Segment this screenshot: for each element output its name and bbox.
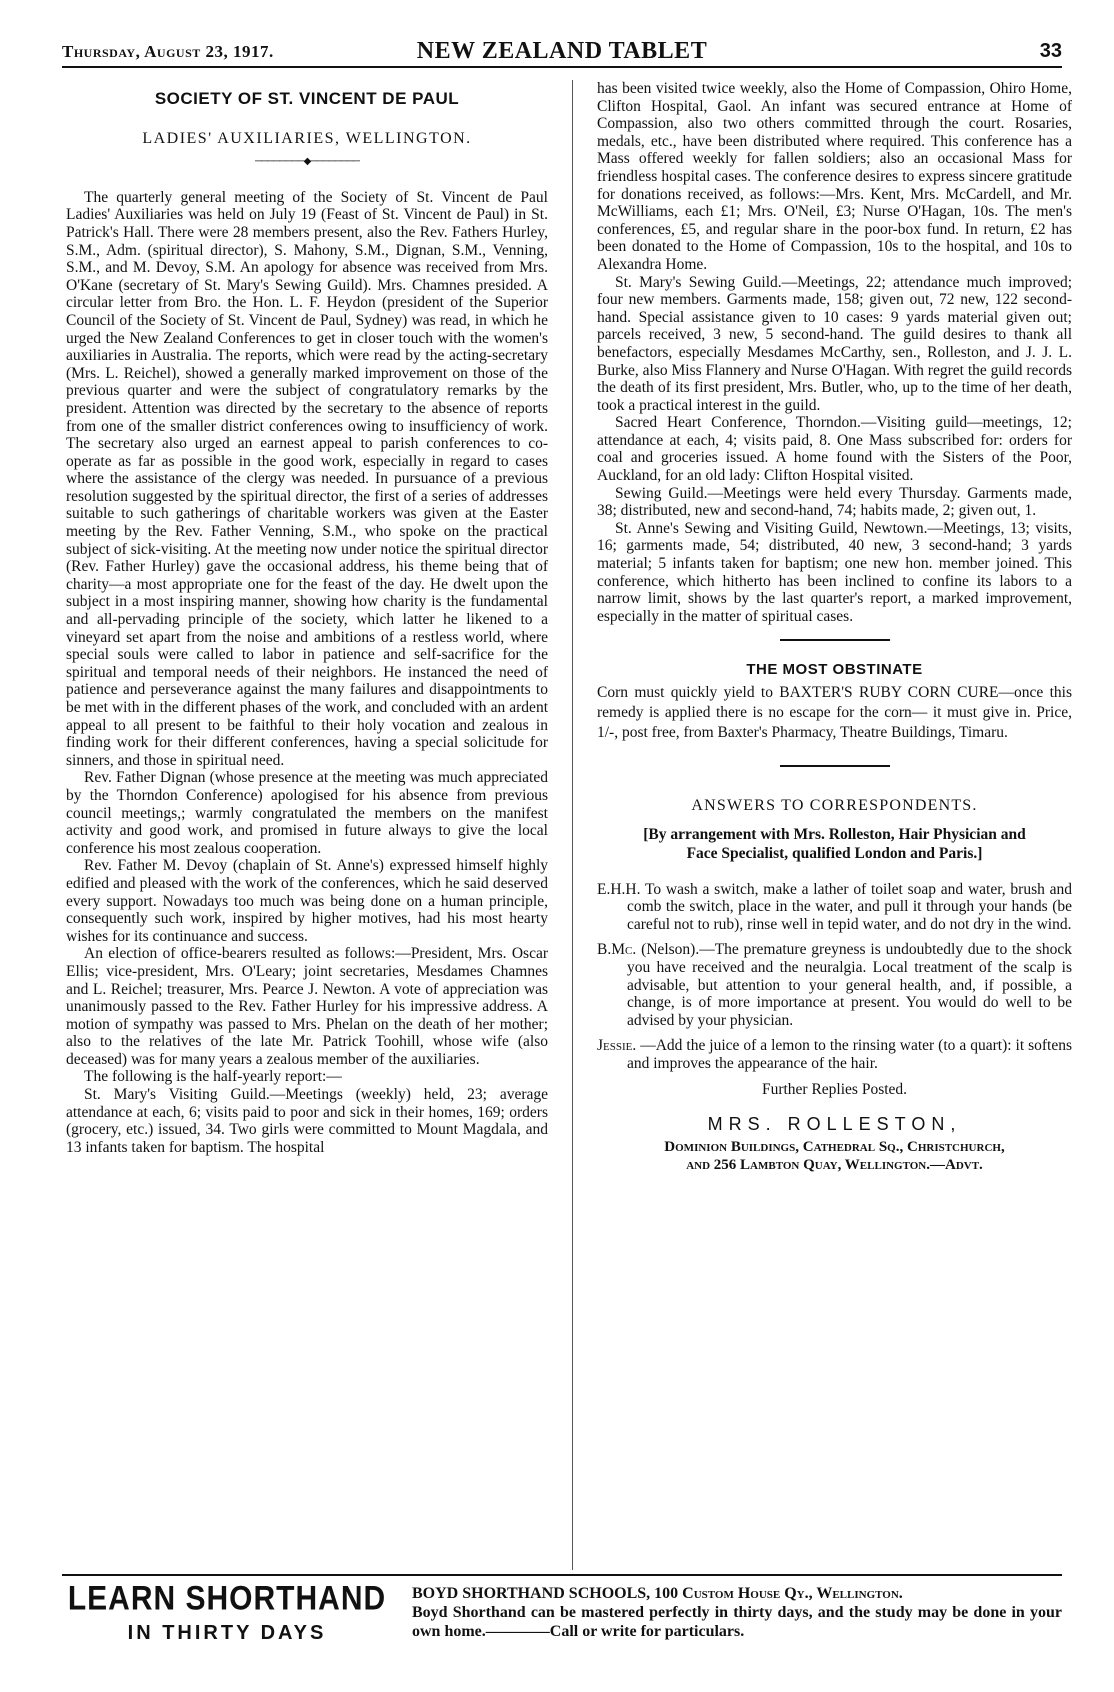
article-paragraph: Sewing Guild.—Meetings were held every Thursday. Garments made, 38; distributed, new and second-hand, 74; habits made, 2; given out, 1. bbox=[597, 484, 1072, 520]
shorthand-advert bbox=[62, 1579, 1062, 1662]
right-column bbox=[597, 80, 1072, 1174]
signature-name: MRS. ROLLESTON, bbox=[707, 1114, 962, 1135]
headline-line: IN THIRTY DAYS bbox=[127, 1622, 327, 1644]
answers-section bbox=[597, 797, 1072, 1174]
article-paragraph: St. Mary's Visiting Guild.—Meetings (weekly) held, 23; average attendance at each, 6; visits paid to poor and sick in their homes, 169; orders (grocery, etc.) issued, 34. Two girls were committed to Mount Magdala, and 13 infants taken for baptism. The hospital bbox=[66, 1086, 548, 1156]
header-rule bbox=[62, 66, 1062, 68]
left-column bbox=[66, 80, 548, 1156]
article-paragraph: St. Mary's Sewing Guild.—Meetings, 22; attendance much improved; four new members. Garments made, 158; given out, 72 new, 122 second-hand. Special assistance given to 10 cases: 9 yards material given out; parcels received, 3 new, 5 second-hand. The guild desires to thank all benefactors, especially Mesdames McCarthy, sen., Rolleston, and J. J. L. Burke, also Miss Flannery and Nurse O'Hagan. With regret the guild records the death of its first president, Mrs. Butler, who, up to the time of her death, took a practical interest in the guild. bbox=[597, 273, 1072, 414]
article-paragraph: St. Anne's Sewing and Visiting Guild, Newtown.—Meetings, 13; visits, 16; garments made, 54; distributed, 40 new, 3 second-hand; 3 yards material; 5 infants taken for baptism; one new hon. member joined. This conference, which hitherto has been inclined to confine its labors to a narrow limit, shows by the last quarter's report, a marked improvement, especially in the matter of spiritual cases. bbox=[597, 519, 1072, 625]
answer-text: (Nelson).—The premature greyness is undoubtedly due to the shock you have received and the neuralgia. Local treatment of the scalp is advisable, but attention to your general health, and, if possible, a change, is of more importance at present. You would do well to be advised by your physician. bbox=[627, 941, 1073, 1029]
answers-heading: ANSWERS TO CORRESPONDENTS. bbox=[691, 797, 978, 814]
article-paragraph: Sacred Heart Conference, Thorndon.—Visiting guild—meetings, 12; attendance at each, 4; visits paid, 8. One Mass subscribed for: orders for coal and groceries issued. A home found with the Sisters of the Poor, Auckland, for an old lady: Clifton Hospital visited. bbox=[597, 414, 1072, 485]
article-title: SOCIETY OF ST. VINCENT DE PAUL bbox=[154, 89, 460, 108]
article-paragraph: The following is the half-yearly report:— bbox=[84, 1068, 342, 1086]
answer-recipient: B.Mc. bbox=[597, 941, 637, 959]
corn-cure-advert bbox=[597, 661, 1072, 743]
advert-line: Boyd Shorthand can be mastered perfectly in thirty days, and the study may be done in your own home.————Call or write for particulars. bbox=[412, 1604, 1062, 1640]
article-paragraph: The quarterly general meeting of the Society of St. Vincent de Paul Ladies' Auxiliaries was held on July 19 (Feast of St. Vincent de Paul) in St. Patrick's Hall. There were 28 members present, also the Rev. Fathers Hurley, S.M., Adm. (spiritual director), S. Mahony, S.M., Dignan, S.M., Venning, S.M., and M. Devoy, S.M. An apology for absence was received from Mrs. O'Kane (secretary of St. Mary's Sewing Guild). Mrs. Chamnes presided. A circular letter from Bro. the Hon. L. F. Heydon (president of the Superior Council of the Society of St. Vincent de Paul, Sydney) was read, in which he urged the New Zealand Conferences to get in closer touch with the women's auxiliaries in Australia. The reports, which were read by the acting-secretary (Mrs. L. Reichel), showed a generally marked improvement on those of the previous quarter and were the subject of congratulatory remarks by the president. Attention was directed by the secretary to the absence of reports from one of the smaller district conferences owing to insufficiency of work. The secretary also urged an earnest appeal to parish conferences to co-operate as far as possible in the good work, especially in regard to cases where the assistance of the clergy was needed. In pursuance of a previous resolution suggested by the spiritual director, the first of a series of addresses suitable to such gatherings of charitable workers was given at the Easter meeting by the Rev. Father Venning, S.M., who spoke on the practical subject of sick-visiting. At the meeting now under notice the spiritual director (Rev. Father Hurley) gave the occasional address, his theme being that of charity—a most appropriate one for the feast of the day. He dwelt upon the subject in a most inspiring manner, showing how charity is the fundamental and all-pervading principle of the society, which latter he likened to a vineyard set apart from the noise and ambitions of a restless world, where special souls were called to labor in patience and self-sacrifice for the spiritual and temporal needs of their neighbors. He instanced the need of patience and perseverance against the many failures and disappointments to be met with in the different phases of the work, and concluded with an ardent appeal to all present to be faithful to their holy vocation and zealous in finding work for their different conferences, having a special solicitude for sinners, and those in spiritual need. bbox=[66, 188, 548, 769]
answer-text: To wash a switch, make a lather of toilet soap and water, brush and comb the switch, place in the water, and pull it through your hands (be careful not to rub), rinse well in tepid water, and do not dry in the wind. bbox=[627, 880, 1072, 933]
signature-address bbox=[597, 1138, 1072, 1174]
issue-date: Thursday, August 23, 1917. bbox=[62, 42, 274, 61]
page-number: 33 bbox=[1039, 40, 1062, 62]
answer-item bbox=[597, 881, 1072, 934]
section-rule bbox=[780, 639, 890, 641]
article-paragraph: has been visited twice weekly, also the Home of Compassion, Ohiro Home, Clifton Hospital, Gaol. An infant was secured entrance at Home of Compassion, also two others committed through the court. Rosaries, medals, etc., have been distributed where required. This conference has a Mass offered weekly for fallen soldiers; also an occasional Mass for friendless hospital cases. The conference desires to express sincere gratitude for donations received, as follows:—Mrs. Kent, Mrs. McCardell, and Mr. McWilliams, each £1; Mrs. O'Neil, £3; Nurse O'Hagan, 10s. The men's conferences, £5, and regular share in the poor-box fund. In return, £2 has been donated to the Home of Compassion, 10s to the hospital, and 10s to Alexandra Home. bbox=[597, 80, 1072, 273]
article-paragraph: Rev. Father Dignan (whose presence at the meeting was much appreciated by the Thorndon Conference) apologised for his absence from previous council meetings,; warmly congratulated the members on the manifest activity and good work, and promised in future always to give the local conference his most zealous cooperation. bbox=[66, 769, 548, 857]
article-subtitle: LADIES' AUXILIARIES, WELLINGTON. bbox=[142, 129, 472, 147]
answer-item bbox=[597, 1037, 1072, 1072]
advert-title: THE MOST OBSTINATE bbox=[746, 661, 923, 679]
footer-rule bbox=[62, 1574, 1062, 1576]
advert-headline bbox=[62, 1579, 392, 1645]
answer-text: —Add the juice of a lemon to the rinsing water (to a quart): it softens and improves the appearance of the hair. bbox=[627, 1037, 1073, 1072]
advert-body: Corn must quickly yield to BAXTER'S RUBY CORN CURE—once this remedy is applied there is no escape for the corn— it must give in. Price, 1/-, post free, from Baxter's Pharmacy, Theatre Buildings, Timaru. bbox=[597, 684, 1072, 741]
answer-recipient: Jessie. bbox=[597, 1037, 637, 1055]
address-line: and 256 Lambton Quay, Wellington.—Advt. bbox=[686, 1156, 983, 1173]
further-replies: Further Replies Posted. bbox=[761, 1080, 908, 1098]
page-header bbox=[62, 38, 1062, 64]
answers-note: [By arrangement with Mrs. Rolleston, Hair Physician and Face Specialist, qualified London and Paris.] bbox=[643, 825, 1026, 862]
address-line: Dominion Buildings, Cathedral Sq., Christchurch, bbox=[664, 1138, 1005, 1155]
article-paragraph: An election of office-bearers resulted as follows:—President, Mrs. Oscar Ellis; vice-president, Mrs. O'Leary; joint secretaries, Mesdames Chamnes and L. Reichel; treasurer, Mrs. Pearce J. Newton. A vote of appreciation was unanimously passed to the Rev. Father Hurley for his impressive address. A motion of sympathy was passed to Mrs. Phelan on the death of her mother; also to the relatives of the late Mr. Patrick Toohill, whose wife (also deceased) was for many years a zealous member of the auxiliaries. bbox=[66, 945, 548, 1068]
diamond-rule-ornament: ────────◆──────── bbox=[254, 156, 360, 168]
column-divider bbox=[572, 80, 573, 1570]
advert-line: BOYD SHORTHAND SCHOOLS, 100 Custom House Qy., Wellington. bbox=[412, 1585, 903, 1602]
masthead: NEW ZEALAND TABLET bbox=[416, 38, 708, 64]
section-rule bbox=[780, 765, 890, 767]
advert-text bbox=[412, 1584, 1062, 1641]
answer-recipient: E.H.H. bbox=[597, 880, 641, 898]
article-paragraph: Rev. Father M. Devoy (chaplain of St. Anne's) expressed himself highly edified and pleased with the work of the conferences, which he said deserved every support. Nowadays too much was being done on a human principle, consequently such work, inspired by higher motives, had his most hearty wishes for its continuance and success. bbox=[66, 857, 548, 945]
headline-line: LEARN SHORTHAND bbox=[67, 1579, 387, 1618]
answer-item bbox=[597, 941, 1072, 1029]
